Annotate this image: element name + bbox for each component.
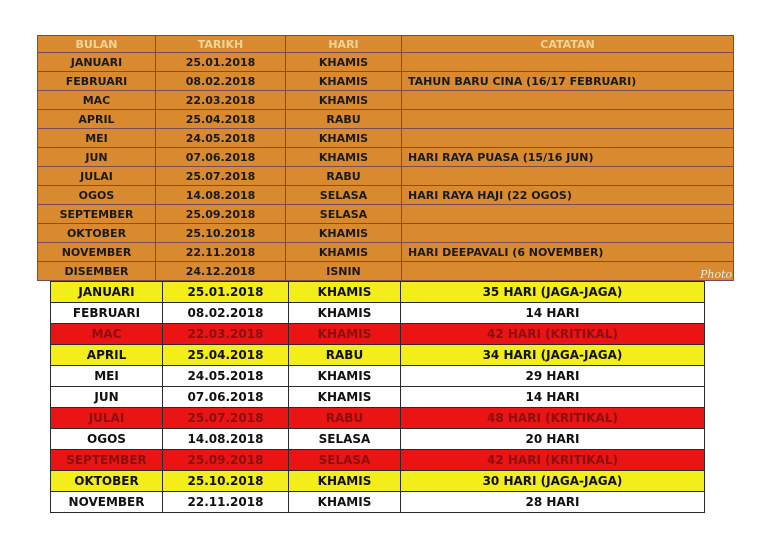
cell-bulan: SEPTEMBER xyxy=(51,450,163,471)
cell-bulan: MAC xyxy=(38,91,156,110)
cell-bulan: APRIL xyxy=(38,110,156,129)
cell-bulan: DISEMBER xyxy=(38,262,156,281)
cell-bulan: JULAI xyxy=(51,408,163,429)
cell-hari: RABU xyxy=(289,408,401,429)
cell-hari: RABU xyxy=(289,345,401,366)
table-row xyxy=(51,408,705,429)
cell-hari: KHAMIS xyxy=(286,148,402,167)
cell-bulan: JANUARI xyxy=(38,53,156,72)
table-row xyxy=(51,366,705,387)
cell-bulan: JUN xyxy=(38,148,156,167)
header-bulan: BULAN xyxy=(38,36,156,53)
table-row xyxy=(38,262,734,281)
cell-catatan xyxy=(402,205,734,224)
header-catatan: CATATAN xyxy=(402,36,734,53)
cell-bulan: SEPTEMBER xyxy=(38,205,156,224)
cell-tempoh: 34 HARI (JAGA-JAGA) xyxy=(401,345,705,366)
cell-tarikh: 24.05.2018 xyxy=(163,366,289,387)
table-row xyxy=(38,53,734,72)
cell-catatan: HARI DEEPAVALI (6 NOVEMBER) xyxy=(402,243,734,262)
schedule-table-bottom xyxy=(50,281,704,508)
cell-bulan: JULAI xyxy=(38,167,156,186)
table-row xyxy=(51,387,705,408)
cell-hari: SELASA xyxy=(289,450,401,471)
cell-hari: SELASA xyxy=(286,205,402,224)
cell-tarikh: 25.01.2018 xyxy=(156,53,286,72)
cell-tarikh: 25.04.2018 xyxy=(156,110,286,129)
cell-tarikh: 14.08.2018 xyxy=(156,186,286,205)
cell-hari: KHAMIS xyxy=(286,91,402,110)
cell-catatan xyxy=(402,91,734,110)
cell-hari: KHAMIS xyxy=(289,366,401,387)
table-row xyxy=(51,303,705,324)
cell-hari: RABU xyxy=(286,167,402,186)
cell-bulan: APRIL xyxy=(51,345,163,366)
cell-hari: KHAMIS xyxy=(286,72,402,91)
cell-bulan: JUN xyxy=(51,387,163,408)
cell-catatan xyxy=(402,53,734,72)
cell-tarikh: 07.06.2018 xyxy=(163,387,289,408)
cell-tarikh: 25.01.2018 xyxy=(163,282,289,303)
cell-tempoh: 48 HARI (KRITIKAL) xyxy=(401,408,705,429)
cell-tempoh: 14 HARI xyxy=(401,387,705,408)
cell-bulan: FEBRUARI xyxy=(38,72,156,91)
cell-tarikh: 22.03.2018 xyxy=(163,324,289,345)
table-row xyxy=(38,91,734,110)
schedule-table-top xyxy=(37,35,733,277)
cell-tarikh: 14.08.2018 xyxy=(163,429,289,450)
header-hari: HARI xyxy=(286,36,402,53)
header-tarikh: TARIKH xyxy=(156,36,286,53)
table-row xyxy=(38,72,734,91)
cell-tempoh: 35 HARI (JAGA-JAGA) xyxy=(401,282,705,303)
table-row xyxy=(51,324,705,345)
cell-catatan xyxy=(402,110,734,129)
cell-tempoh: 30 HARI (JAGA-JAGA) xyxy=(401,471,705,492)
cell-catatan xyxy=(402,224,734,243)
cell-tarikh: 25.04.2018 xyxy=(163,345,289,366)
table-row xyxy=(38,243,734,262)
cell-tarikh: 08.02.2018 xyxy=(156,72,286,91)
cell-tarikh: 22.03.2018 xyxy=(156,91,286,110)
cell-hari: KHAMIS xyxy=(286,224,402,243)
cell-hari: KHAMIS xyxy=(289,387,401,408)
cell-tempoh: 20 HARI xyxy=(401,429,705,450)
cell-hari: KHAMIS xyxy=(286,53,402,72)
cell-tempoh: 29 HARI xyxy=(401,366,705,387)
cell-tarikh: 07.06.2018 xyxy=(156,148,286,167)
cell-hari: KHAMIS xyxy=(286,243,402,262)
table-row xyxy=(51,471,705,492)
cell-tarikh: 24.05.2018 xyxy=(156,129,286,148)
cell-tempoh: 42 HARI (KRITIKAL) xyxy=(401,324,705,345)
cell-hari: KHAMIS xyxy=(289,282,401,303)
table-header-row xyxy=(38,36,734,53)
cell-tarikh: 25.07.2018 xyxy=(163,408,289,429)
table-row xyxy=(38,110,734,129)
cell-tempoh: 42 HARI (KRITIKAL) xyxy=(401,450,705,471)
cell-hari: KHAMIS xyxy=(289,492,401,513)
cell-tarikh: 25.10.2018 xyxy=(156,224,286,243)
cell-catatan: HARI RAYA PUASA (15/16 JUN) xyxy=(402,148,734,167)
table-row xyxy=(38,167,734,186)
cell-tarikh: 08.02.2018 xyxy=(163,303,289,324)
table-row xyxy=(38,224,734,243)
table-row xyxy=(51,450,705,471)
cell-tarikh: 25.09.2018 xyxy=(156,205,286,224)
cell-catatan: TAHUN BARU CINA (16/17 FEBRUARI) xyxy=(402,72,734,91)
table-row xyxy=(38,148,734,167)
cell-catatan: HARI RAYA HAJI (22 OGOS) xyxy=(402,186,734,205)
cell-tarikh: 25.09.2018 xyxy=(163,450,289,471)
table-row xyxy=(51,282,705,303)
cell-tarikh: 24.12.2018 xyxy=(156,262,286,281)
cell-hari: SELASA xyxy=(286,186,402,205)
cell-tempoh: 14 HARI xyxy=(401,303,705,324)
cell-bulan: OGOS xyxy=(38,186,156,205)
table-row xyxy=(51,492,705,513)
table-row xyxy=(51,429,705,450)
cell-bulan: OKTOBER xyxy=(51,471,163,492)
table-row xyxy=(51,345,705,366)
cell-tarikh: 25.07.2018 xyxy=(156,167,286,186)
table-row xyxy=(38,205,734,224)
cell-bulan: JANUARI xyxy=(51,282,163,303)
cell-tarikh: 22.11.2018 xyxy=(156,243,286,262)
cell-hari: ISNIN xyxy=(286,262,402,281)
cell-bulan: MEI xyxy=(51,366,163,387)
table-row xyxy=(38,129,734,148)
cell-hari: KHAMIS xyxy=(289,303,401,324)
cell-hari: KHAMIS xyxy=(289,471,401,492)
cell-hari: KHAMIS xyxy=(289,324,401,345)
cell-bulan: MEI xyxy=(38,129,156,148)
cell-bulan: OKTOBER xyxy=(38,224,156,243)
cell-hari: RABU xyxy=(286,110,402,129)
cell-tempoh: 28 HARI xyxy=(401,492,705,513)
watermark: Photo xyxy=(700,268,733,281)
cell-catatan xyxy=(402,129,734,148)
cell-bulan: FEBRUARI xyxy=(51,303,163,324)
cell-tarikh: 25.10.2018 xyxy=(163,471,289,492)
cell-tarikh: 22.11.2018 xyxy=(163,492,289,513)
cell-hari: SELASA xyxy=(289,429,401,450)
cell-bulan: NOVEMBER xyxy=(51,492,163,513)
cell-bulan: MAC xyxy=(51,324,163,345)
table-row xyxy=(38,186,734,205)
cell-catatan xyxy=(402,167,734,186)
cell-bulan: NOVEMBER xyxy=(38,243,156,262)
cell-catatan xyxy=(402,262,734,281)
cell-bulan: OGOS xyxy=(51,429,163,450)
cell-hari: KHAMIS xyxy=(286,129,402,148)
